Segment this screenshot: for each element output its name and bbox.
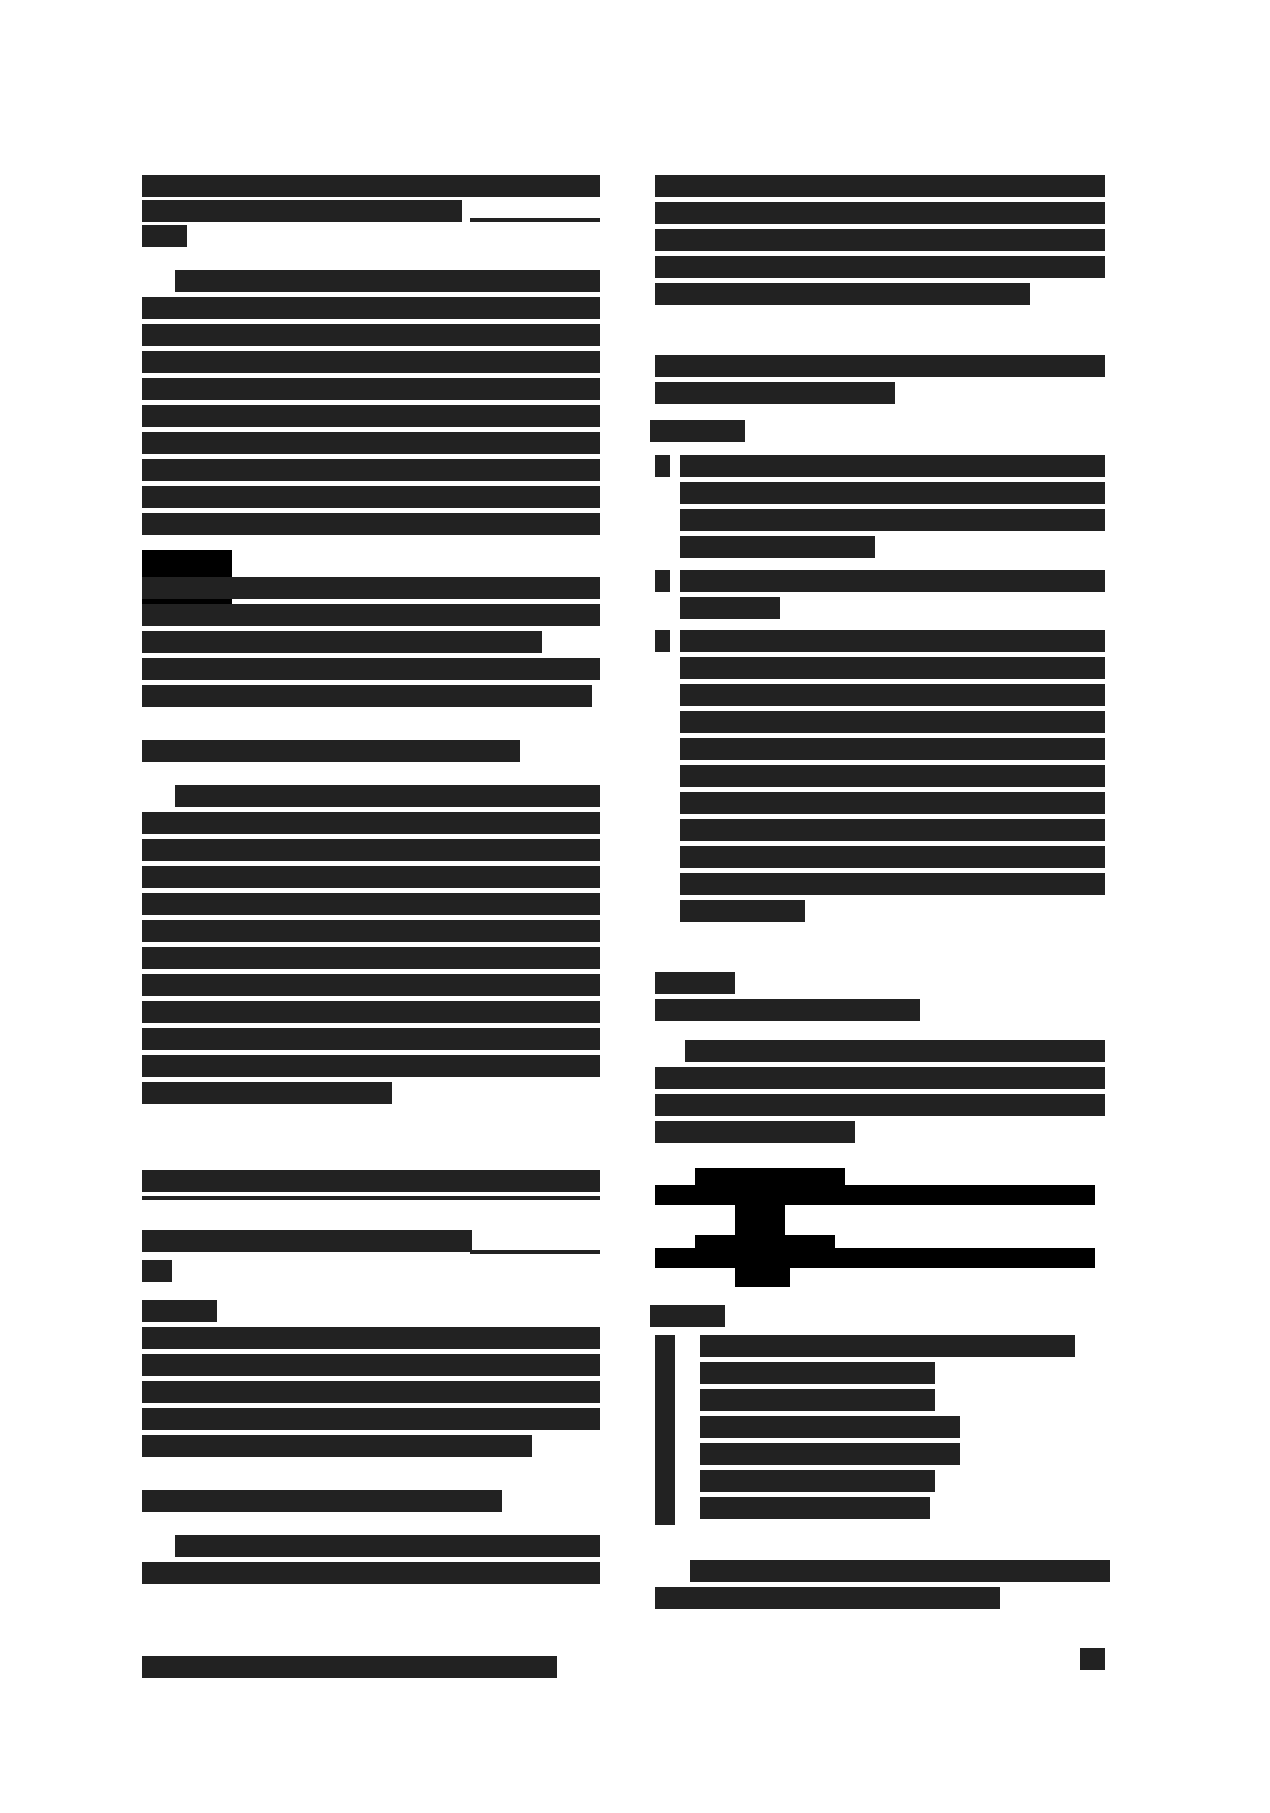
text-line	[142, 1562, 600, 1584]
text-line	[142, 685, 592, 707]
subheading	[655, 382, 895, 404]
text-line	[175, 270, 600, 292]
text-line	[680, 536, 875, 558]
section-heading	[142, 740, 520, 762]
list-number	[655, 455, 670, 477]
text-line	[142, 1408, 600, 1430]
text-line	[142, 513, 600, 535]
text-line	[142, 200, 462, 222]
text-line	[142, 1381, 600, 1403]
text-line	[655, 256, 1105, 278]
equation	[735, 1265, 790, 1287]
text-line	[142, 947, 600, 969]
equation	[655, 1248, 1095, 1268]
where-item	[700, 1470, 935, 1492]
text-line	[142, 839, 600, 861]
text-line	[655, 1121, 855, 1143]
text-line	[680, 873, 1105, 895]
text-line	[142, 920, 600, 942]
text-line	[680, 509, 1105, 531]
text-line	[175, 785, 600, 807]
text-line	[142, 658, 600, 680]
text-line	[142, 351, 600, 373]
text-line	[142, 324, 600, 346]
page-number	[1080, 1648, 1105, 1670]
text-line	[680, 900, 805, 922]
text-line	[142, 1435, 532, 1457]
text-line	[142, 1001, 600, 1023]
text-line	[142, 974, 600, 996]
text-line	[142, 812, 600, 834]
text-line	[142, 1082, 392, 1104]
text-line	[142, 225, 187, 247]
equation	[655, 1185, 1095, 1205]
equation-rule	[142, 1196, 600, 1200]
text-line	[685, 1040, 1105, 1062]
where-item	[700, 1389, 935, 1411]
text-line	[680, 846, 1105, 868]
where-item	[700, 1443, 960, 1465]
text-line	[680, 570, 1105, 592]
text-line	[655, 1587, 1000, 1609]
text-line	[655, 202, 1105, 224]
where-item	[700, 1335, 1075, 1357]
text-line	[680, 684, 1105, 706]
where-item	[700, 1362, 935, 1384]
text-line	[680, 597, 780, 619]
where-item	[700, 1416, 960, 1438]
text-line	[142, 866, 600, 888]
where-item	[700, 1497, 930, 1519]
text-line	[680, 765, 1105, 787]
footer-running-text	[142, 1656, 557, 1678]
list-heading	[650, 420, 745, 442]
where-label	[142, 1300, 217, 1322]
text-line	[142, 378, 600, 400]
text-line	[142, 1260, 172, 1282]
where-bracket	[655, 1335, 675, 1525]
equation	[735, 1205, 785, 1235]
text-line	[655, 175, 1105, 197]
text-line	[680, 738, 1105, 760]
text-line	[142, 577, 600, 599]
text-line	[142, 893, 600, 915]
section-heading	[655, 999, 920, 1021]
text-line	[142, 1028, 600, 1050]
equation-rule	[470, 1250, 600, 1254]
text-line	[680, 482, 1105, 504]
text-line	[142, 175, 600, 197]
section-heading	[655, 972, 735, 994]
text-line	[680, 711, 1105, 733]
text-line	[680, 819, 1105, 841]
text-line	[142, 1327, 600, 1349]
text-line	[680, 657, 1105, 679]
rule	[470, 218, 600, 222]
text-line	[142, 631, 542, 653]
text-line	[142, 405, 600, 427]
text-line	[142, 604, 600, 626]
text-line	[655, 1094, 1105, 1116]
text-line	[142, 432, 600, 454]
text-line	[175, 1535, 600, 1557]
text-line	[680, 455, 1105, 477]
text-line	[655, 283, 1030, 305]
text-line	[680, 792, 1105, 814]
text-line	[142, 459, 600, 481]
list-number	[655, 570, 670, 592]
list-number	[655, 630, 670, 652]
text-line	[142, 486, 600, 508]
text-line	[142, 297, 600, 319]
text-line	[142, 1354, 600, 1376]
text-line	[690, 1560, 1110, 1582]
section-heading	[142, 1490, 502, 1512]
text-line	[680, 630, 1105, 652]
equation	[142, 1170, 600, 1192]
subheading	[655, 355, 1105, 377]
text-line	[142, 1055, 600, 1077]
text-line	[655, 229, 1105, 251]
equation	[142, 1230, 472, 1252]
text-line	[655, 1067, 1105, 1089]
where-label	[650, 1305, 725, 1327]
